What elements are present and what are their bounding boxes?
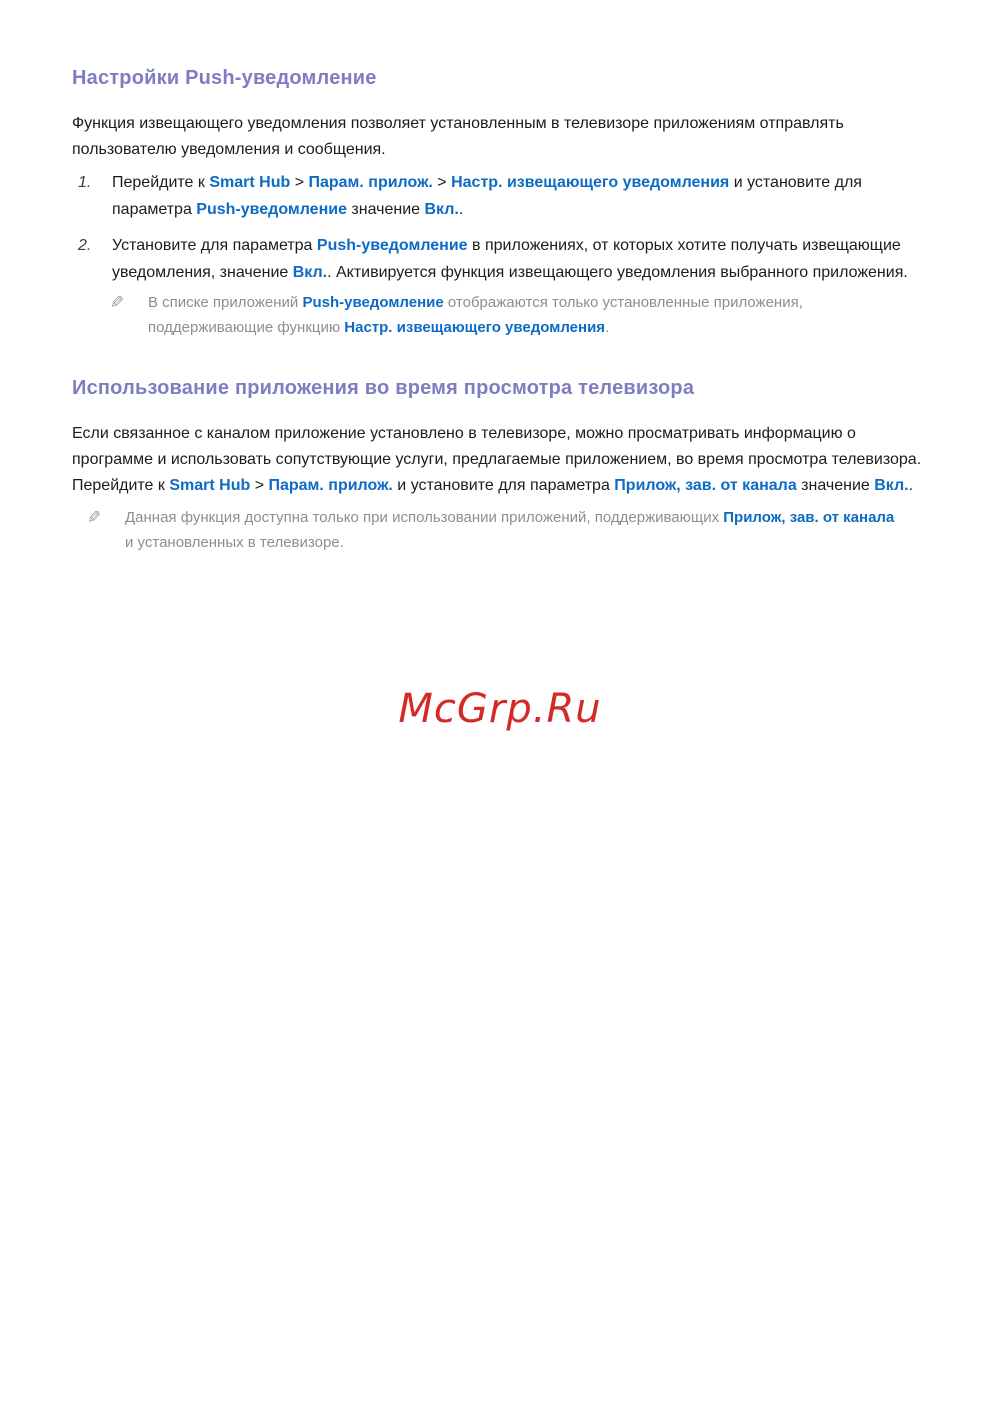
text-run: . [908,477,914,494]
text-run: Если связанное с каналом приложение установлено в телевизоре, можно просматривать информацию о программе и использовать сопутствующие услуги, предлагаемые приложением, во время просмотра телевизора. [72,425,922,468]
emphasis-text: Push-уведомление [196,201,347,218]
section-heading: Настройки Push-уведомление [72,67,377,89]
intro-paragraph [72,111,930,163]
step-number: 1. [78,174,92,191]
section-heading: Использование приложения во время просмотра телевизора [72,377,695,399]
text-run: отображаются только установленные приложения, поддерживающие функцию [148,294,803,336]
note-text [125,505,895,555]
text-run: и установите для параметра [112,174,862,218]
text-run: Функция извещающего уведомления позволяет установленным в телевизоре приложениям отправлять пользователю уведомления и сообщения. [72,115,844,158]
goto-instruction [72,473,930,499]
text-run: значение [796,477,875,494]
page-content [0,0,1000,555]
emphasis-text: Парам. прилож. [268,477,393,494]
step-text [112,232,930,286]
text-run: . [458,201,464,218]
emphasis-text: Smart Hub [169,477,251,494]
text-run: Установите для параметра [112,237,317,254]
text-run: Перейдите к [72,477,170,494]
pencil-icon: ✎ [86,508,102,527]
emphasis-text: Вкл. [292,264,328,281]
emphasis-text: Парам. прилож. [308,174,433,191]
emphasis-text: Вкл. [874,477,909,494]
text-run: и установленных в телевизоре. [125,534,344,551]
note-text [148,290,918,340]
text-run: . Активируется функция извещающего уведомления выбранного приложения. [327,264,908,281]
emphasis-text: Настр. извещающего уведомления [451,174,730,191]
note [108,290,930,340]
emphasis-text: Вкл. [424,201,459,218]
text-run: > [432,174,452,191]
text-run: и установите для параметра [392,477,615,494]
intro-paragraph [72,421,930,473]
step-text [112,169,930,223]
pencil-icon: ✎ [109,293,125,312]
step-item-1 [72,169,930,223]
section-push-notification-settings [72,66,930,340]
emphasis-text: Push-уведомление [316,237,468,254]
step-item-2 [72,232,930,286]
note [85,505,930,555]
text-run: . [605,319,610,336]
emphasis-text: Прилож, зав. от канала [723,509,895,526]
text-run: Данная функция доступна только при использовании приложений, поддерживающих [125,509,724,526]
emphasis-text: Настр. извещающего уведомления [344,319,606,336]
text-run: значение [346,201,425,218]
watermark: McGrp.Ru [398,686,602,732]
text-run: в приложениях, от которых хотите получать извещающие уведомления, значение [112,237,901,281]
emphasis-text: Smart Hub [209,174,291,191]
text-run: Перейдите к [112,174,210,191]
emphasis-text: Push-уведомление [302,294,444,311]
steps-list [72,169,930,286]
text-run: > [250,477,269,494]
section-app-while-watching-tv [72,376,930,555]
emphasis-text: Прилож, зав. от канала [614,477,797,494]
text-run: > [290,174,309,191]
text-run: В списке приложений [148,294,303,311]
step-number: 2. [78,237,92,254]
